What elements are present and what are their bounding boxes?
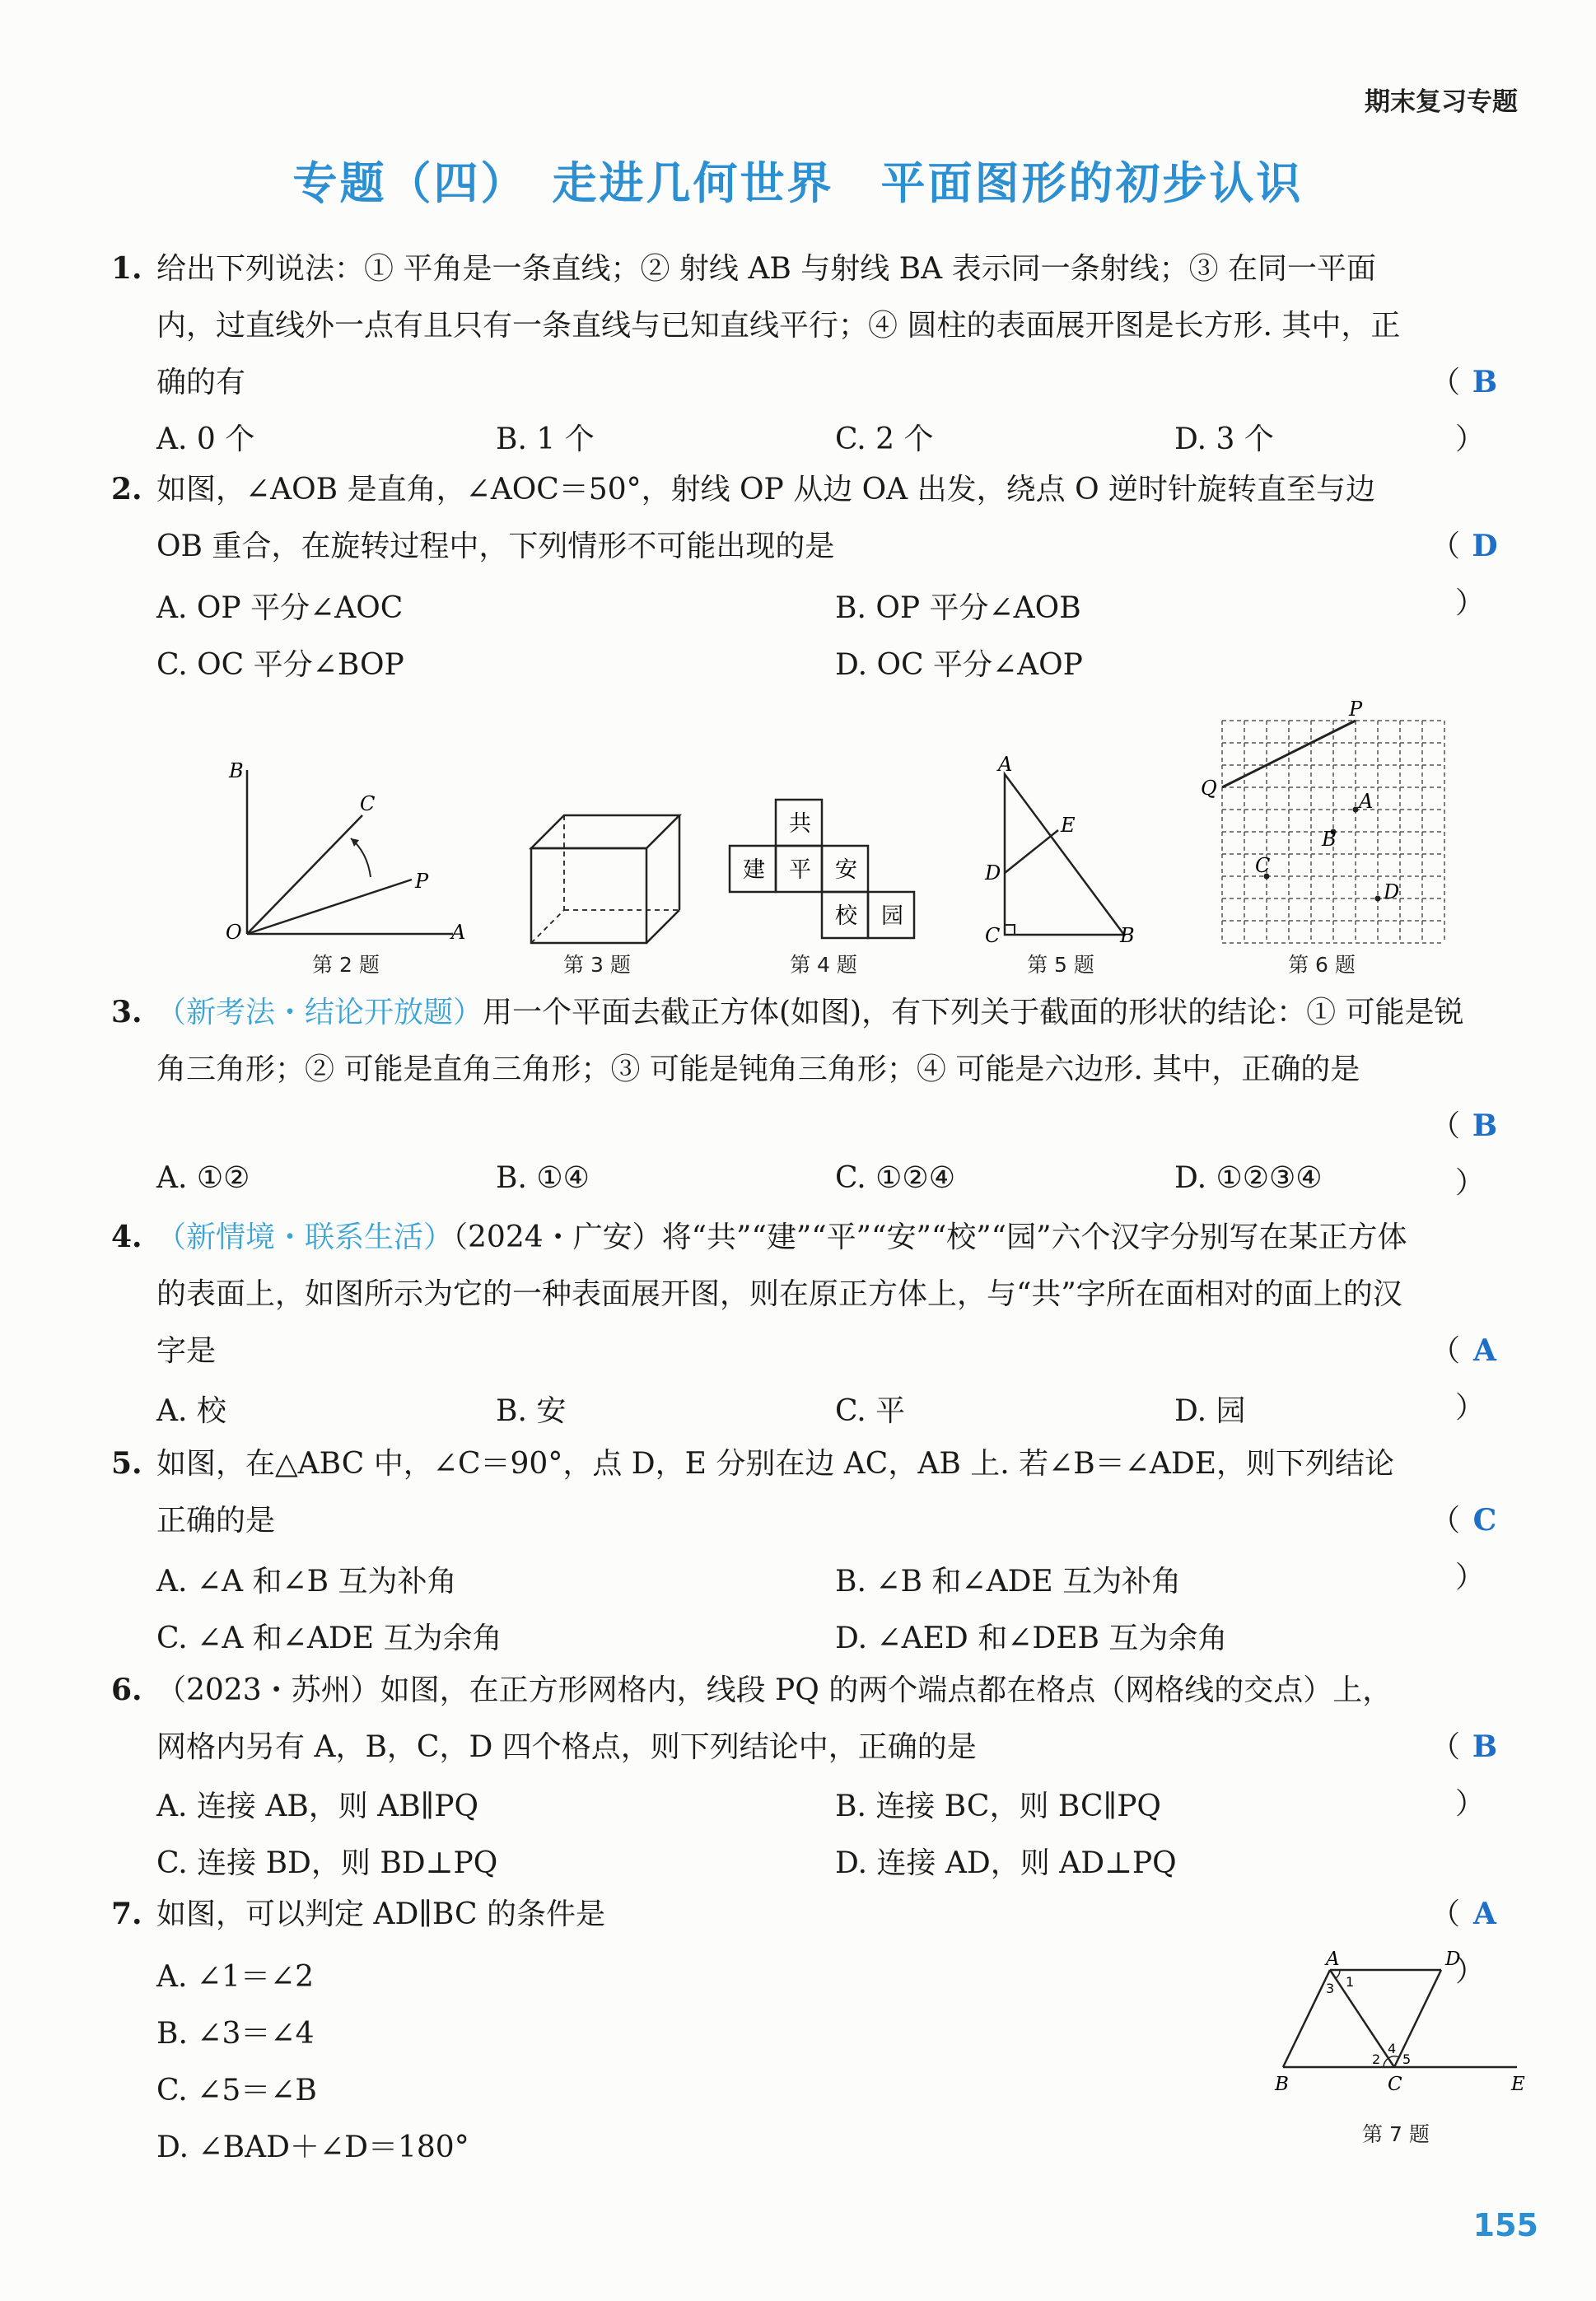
net-char-jian: 建 [743,857,765,883]
angle-5: 5 [1402,2051,1412,2067]
answer-slot: （ B） [1421,1098,1519,1211]
answer-letter: D [1472,529,1498,563]
option-a: A. 0 个 [156,422,255,456]
option-b: B. 安 [496,1394,567,1428]
label-e: E [1061,814,1076,837]
page-header: 期末复习专题 [1365,87,1518,117]
option-b: B. ①④ [496,1161,590,1195]
net-char-xiao: 校 [835,903,857,929]
answer-letter: C [1472,1503,1497,1538]
label-q: Q [1201,777,1217,800]
figure-6-grid [1194,696,1458,947]
figure-4-net [725,795,922,943]
question-tag: （新情境・联系生活） [156,1221,454,1254]
option-c: C. ①②④ [835,1161,955,1195]
net-char-ping: 平 [789,857,811,883]
option-d: D. ∠BAD＋∠D＝180° [156,2131,469,2164]
caption-fig6: 第 6 题 [1288,953,1356,977]
option-c: C. ∠5＝∠B [156,2074,317,2107]
option-c: C. OC 平分∠BOP [156,648,404,682]
angle-2: 2 [1372,2051,1381,2067]
caption-fig2: 第 2 题 [312,953,380,977]
option-d: D. OC 平分∠AOP [835,648,1083,682]
label-c: C [1388,2074,1402,2095]
answer-slot: （ B） [1421,354,1519,468]
label-c: C [1255,854,1271,877]
option-c: C. 2 个 [835,422,934,456]
question-number: 5. [111,1446,142,1481]
question-number: 6. [111,1673,142,1707]
answer-letter: A [1473,1897,1496,1931]
answer-slot: （ B） [1421,1719,1519,1832]
net-char-yuan: 园 [881,903,903,929]
label-o: O [226,921,242,944]
option-b: B. 连接 BC，则 BC∥PQ [835,1790,1161,1823]
net-char-gong: 共 [789,811,811,837]
label-b: B [1275,2074,1289,2095]
angle-4: 4 [1388,2041,1397,2056]
figure-7-parallelogram [1260,1944,1532,2104]
option-c: C. 连接 BD，则 BD⊥PQ [156,1846,498,1880]
option-d: D. ①②③④ [1174,1161,1323,1195]
option-b: B. OP 平分∠AOB [835,591,1081,625]
option-d: D. 连接 AD，则 AD⊥PQ [835,1846,1177,1880]
label-c: C [985,924,1001,947]
caption-fig7: 第 7 题 [1362,2122,1430,2146]
figure-2 [214,741,478,955]
option-b: B. ∠3＝∠4 [156,2017,315,2051]
question-number: 2. [111,472,142,506]
question-number: 4. [111,1220,142,1254]
option-d: D. 3 个 [1174,422,1274,456]
label-d: D [1445,1949,1461,1970]
question-tag: （新考法・结论开放题） [156,996,483,1029]
figure-5-triangle [972,749,1145,947]
figure-3-cube [519,803,684,951]
option-b: B. 1 个 [496,422,595,456]
label-a: A [998,753,1013,776]
option-c: C. ∠A 和∠ADE 互为余角 [156,1622,502,1655]
label-c: C [360,792,376,815]
option-a: A. 连接 AB，则 AB∥PQ [156,1790,479,1823]
net-char-an: 安 [835,857,857,883]
answer-slot: （ C） [1421,1492,1519,1606]
option-d: D. ∠AED 和∠DEB 互为余角 [835,1622,1228,1655]
option-a: A. OP 平分∠AOC [156,591,404,625]
question-number: 7. [111,1897,142,1931]
caption-fig4: 第 4 题 [790,953,857,977]
label-p: P [1349,698,1363,721]
question-number: 3. [111,995,142,1029]
label-b: B [1322,828,1337,851]
question-text: 如图，∠AOB 是直角，∠AOC＝50°，射线 OP 从边 OA 出发，绕点 O 逆时针旋转直至与边 OB 重合，在旋转过程中，下列情形不可能出现的是 [156,473,1376,563]
answer-slot: （ A） [1421,1886,1519,2000]
label-a: A [451,921,466,944]
label-d: D [985,861,1001,884]
page-title: 专题（四） 走进几何世界 平面图形的初步认识 [292,157,1304,209]
option-b: B. ∠B 和∠ADE 互为补角 [835,1565,1182,1599]
answer-letter: B [1472,1108,1498,1143]
answer-letter: A [1473,1333,1496,1368]
answer-slot: （ A） [1421,1323,1519,1436]
angle-1: 1 [1346,1974,1355,1990]
option-c: C. 平 [835,1394,906,1428]
answer-slot: （ D） [1421,518,1519,632]
label-d: D [1384,880,1400,903]
label-b: B [229,759,244,782]
question-text: （2023・苏州）如图，在正方形网格内，线段 PQ 的两个端点都在格点（网格线的交点）上，网格内另有 A，B，C，D 四个格点，则下列结论中，正确的是 [156,1673,1393,1764]
option-a: A. ∠1＝∠2 [156,1960,315,1994]
option-d: D. 园 [1174,1394,1246,1428]
question-text: 如图，可以判定 AD∥BC 的条件是 [156,1897,606,1931]
question-text: 给出下列说法：① 平角是一条直线；② 射线 AB 与射线 BA 表示同一条射线；③ 在同一平面内，过直线外一点有且只有一条直线与已知直线平行；④ 圆柱的表面展开图是长方形. 其中，正确的有 [156,252,1401,399]
caption-fig3: 第 3 题 [563,953,631,977]
answer-letter: B [1472,365,1498,399]
question-text: 用一个平面去截正方体(如图)，有下列关于截面的形状的结论：① 可能是锐角三角形；② 可能是直角三角形；③ 可能是钝角三角形；④ 可能是六边形. 其中，正确的是 [156,996,1464,1086]
question-text: 如图，在△ABC 中，∠C＝90°，点 D，E 分别在边 AC，AB 上. 若∠B＝∠ADE，则下列结论正确的是 [156,1447,1395,1538]
label-a: A [1326,1949,1340,1970]
option-a: A. ∠A 和∠B 互为补角 [156,1565,457,1599]
question-text: （2024・广安）将“共”“建”“平”“安”“校”“园”六个汉字分别写在某正方体的表面上，如图所示为它的一种表面展开图，则在原正方体上，与“共”字所在面相对的面上的汉字是 [156,1221,1407,1368]
page-number: 155 [1472,2207,1538,2243]
label-b: B [1120,924,1135,947]
label-e: E [1511,2074,1525,2095]
answer-letter: B [1472,1729,1498,1764]
angle-3: 3 [1326,1981,1335,1996]
option-a: A. 校 [156,1394,226,1428]
question-number: 1. [111,251,142,286]
label-a: A [1359,790,1374,813]
label-p: P [415,870,429,893]
caption-fig5: 第 5 题 [1027,953,1094,977]
option-a: A. ①② [156,1161,250,1195]
